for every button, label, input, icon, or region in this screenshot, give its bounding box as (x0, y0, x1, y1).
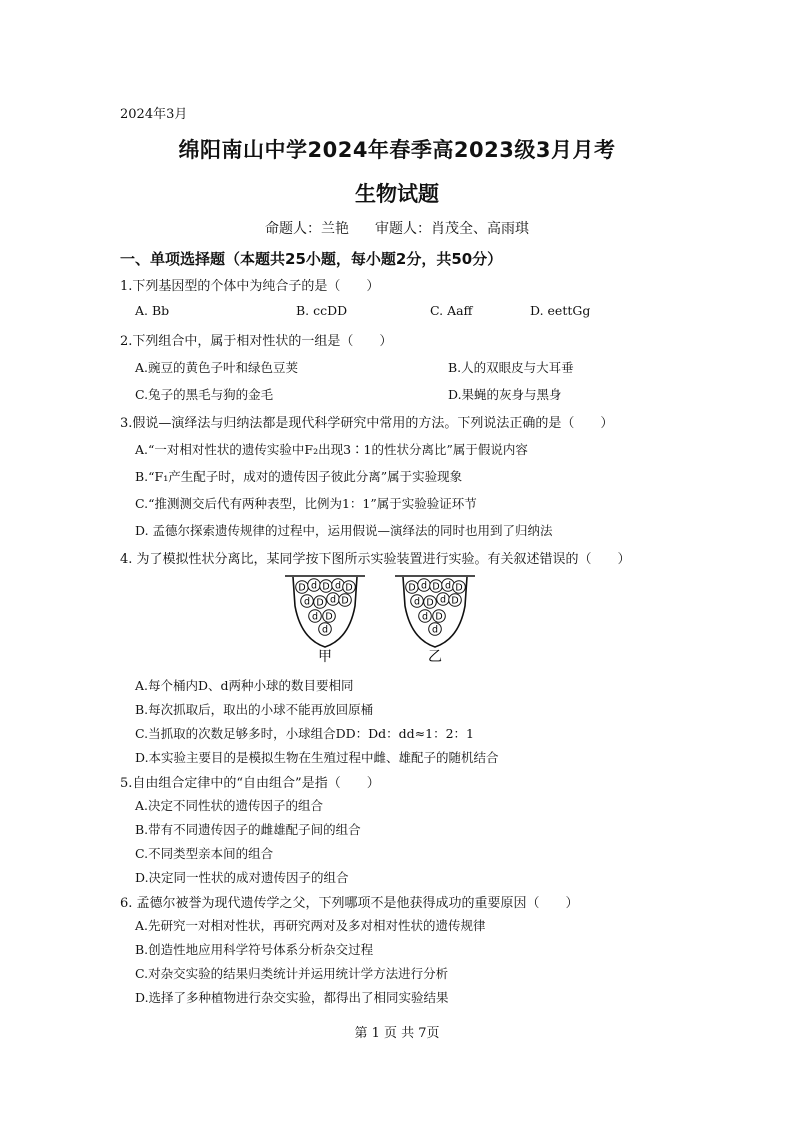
question-6-stem: 6. 孟德尔被誉为现代遗传学之父，下列哪项不是他获得成功的重要原因（ ） (120, 896, 579, 911)
q4-option-d: D.本实验主要目的是模拟生物在生殖过程中雌、雄配子的随机结合 (135, 750, 499, 765)
q5-option-c: C.不同类型亲本间的组合 (135, 846, 274, 861)
exam-authors (0, 218, 794, 238)
question-5-stem: 5.自由组合定律中的“自由组合”是指（ ） (120, 776, 380, 791)
q2-option-a: A.豌豆的黄色子叶和绿色豆荚 (135, 360, 299, 375)
q1-option-b: B. ccDD (296, 303, 348, 318)
left-ball-label-3: D (322, 581, 330, 593)
section-title: 一、单项选择题（本题共25小题，每小题2分，共50分） (120, 250, 503, 268)
right-ball-label-8: d (439, 594, 447, 606)
left-ball-label-5: D (345, 582, 353, 594)
q5-option-b: B.带有不同遗传因子的雌雄配子间的组合 (135, 822, 361, 837)
bucket-left-balls (296, 579, 356, 636)
left-ball-label-7: D (316, 597, 324, 609)
left-ball-label-4: d (334, 580, 342, 592)
exam-title: 绵阳南山中学2024年春季高2023级3月月考 (178, 138, 616, 162)
page-footer: 第 1 页 共 7页 (354, 1026, 440, 1041)
right-ball-label-4: d (444, 580, 452, 592)
bucket-right-balls (406, 579, 466, 636)
q1-option-d: D. eettGg (530, 303, 591, 318)
right-ball-label-1: D (408, 582, 416, 594)
left-ball-label-6: d (303, 596, 311, 608)
q3-option-d: D. 孟德尔探索遗传规律的过程中，运用假说—演绎法的同时也用到了归纳法 (135, 523, 553, 538)
question-2-stem: 2.下列组合中，属于相对性状的一组是（ ） (120, 334, 393, 349)
q6-option-c: C.对杂交实验的结果归类统计并运用统计学方法进行分析 (135, 966, 449, 981)
q4-option-a: A.每个桶内D、d两种小球的数目要相同 (135, 678, 354, 693)
left-ball-label-12: d (321, 624, 329, 636)
left-ball-label-1: D (298, 582, 306, 594)
right-ball-label-3: D (432, 581, 440, 593)
bucket-right-label: 乙 (428, 649, 442, 663)
right-ball-label-11: D (435, 611, 443, 623)
q4-option-c: C.当抓取的次数足够多时，小球组合DD：Dd：dd≈1：2：1 (135, 726, 474, 741)
q6-option-b: B.创造性地应用科学符号体系分析杂交过程 (135, 942, 374, 957)
right-ball-label-6: d (413, 596, 421, 608)
q6-option-a: A.先研究一对相对性状，再研究两对及多对相对性状的遗传规律 (135, 918, 486, 933)
left-ball-label-9: D (341, 595, 349, 607)
bucket-left-label: 甲 (318, 649, 332, 663)
setter: 命题人：兰艳 (265, 221, 349, 237)
bucket-figure (285, 571, 485, 663)
q5-option-a: A.决定不同性状的遗传因子的组合 (135, 798, 324, 813)
q6-option-d: D.选择了多种植物进行杂交实验，都得出了相同实验结果 (135, 990, 449, 1005)
right-ball-label-12: d (431, 624, 439, 636)
q2-option-b: B.人的双眼皮与大耳垂 (448, 360, 574, 375)
left-ball-label-11: D (325, 611, 333, 623)
left-ball-label-2: d (310, 580, 318, 592)
q2-option-c: C.兔子的黑毛与狗的金毛 (135, 387, 274, 402)
right-ball-label-7: D (426, 597, 434, 609)
exam-date: 2024年3月 (120, 107, 188, 122)
q4-option-b: B.每次抓取后，取出的小球不能再放回原桶 (135, 702, 374, 717)
right-ball-label-2: d (420, 580, 428, 592)
q1-option-a: A. Bb (135, 303, 170, 318)
q1-option-c: C. Aaff (430, 303, 473, 318)
left-ball-label-10: d (311, 611, 319, 623)
right-ball-label-10: d (421, 611, 429, 623)
q3-option-c: C.“推测测交后代有两种表型，比例为1：1”属于实验验证环节 (135, 496, 477, 511)
q3-option-a: A.“一对相对性状的遗传实验中F₂出现3∶1的性状分离比”属于假说内容 (135, 442, 528, 457)
question-3-stem: 3.假说—演绎法与归纳法都是现代科学研究中常用的方法。下列说法正确的是（ ） (120, 416, 614, 431)
bucket-diagram (285, 571, 485, 663)
right-ball-label-9: D (451, 595, 459, 607)
q2-option-d: D.果蝇的灰身与黑身 (448, 387, 562, 402)
question-4-stem: 4. 为了模拟性状分离比，某同学按下图所示实验装置进行实验。有关叙述错误的（ ） (120, 552, 631, 567)
left-ball-label-8: d (329, 594, 337, 606)
q5-option-d: D.决定同一性状的成对遗传因子的组合 (135, 870, 349, 885)
q3-option-b: B.“F₁产生配子时，成对的遗传因子彼此分离”属于实验现象 (135, 469, 463, 484)
reviewer: 审题人：肖茂全、高雨琪 (375, 221, 529, 237)
right-ball-label-5: D (455, 582, 463, 594)
exam-subject: 生物试题 (355, 182, 439, 206)
question-1-stem: 1.下列基因型的个体中为纯合子的是（ ） (120, 279, 380, 294)
